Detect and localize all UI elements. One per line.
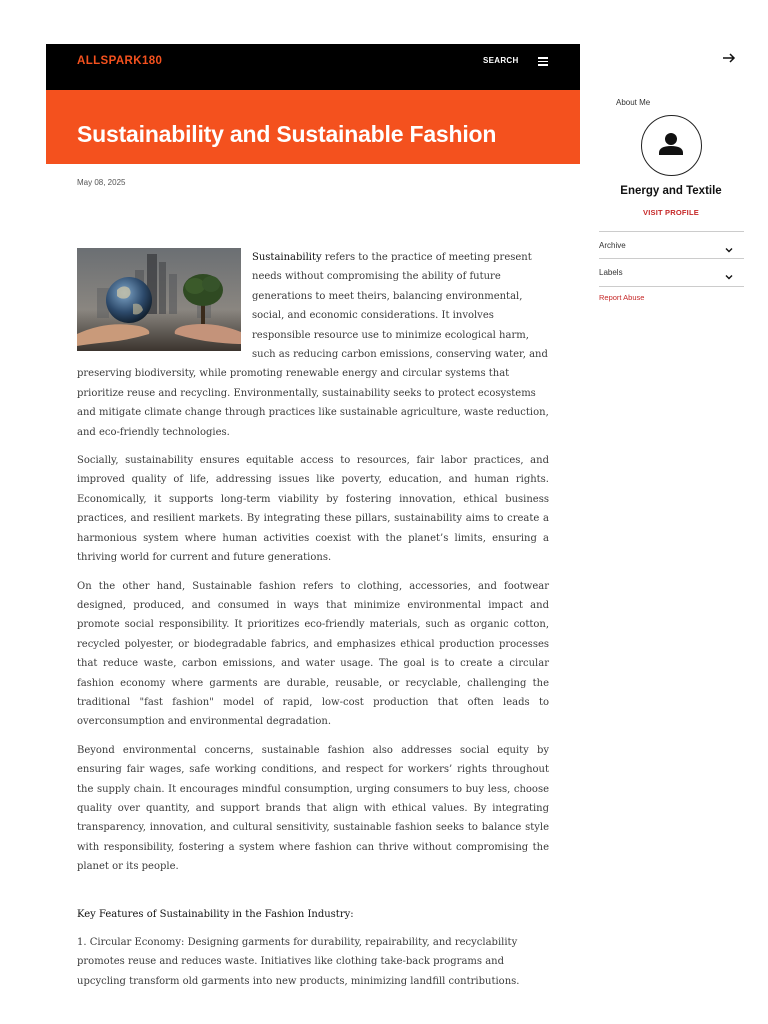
feature-circular-economy: 1. Circular Economy: Designing garments for durability, repairability, and recyclability promotes reuse and reduces waste. Initiatives like clothing take-back programs and upcycling transform old garments into new products, minimizing landfill contributions.	[77, 937, 520, 987]
about-me-heading: About Me	[616, 98, 651, 107]
post-date: May 08, 2025	[77, 178, 126, 187]
person-avatar-icon[interactable]	[641, 115, 702, 176]
visit-profile-link[interactable]: VISIT PROFILE	[643, 208, 699, 217]
search-button[interactable]: SEARCH	[483, 56, 519, 65]
labels-dropdown[interactable]	[599, 258, 744, 286]
brand-logo-link[interactable]: ALLSPARK180	[77, 55, 163, 67]
archive-label: Archive	[599, 241, 626, 250]
section-heading: Key Features of Sustainability in the Fashion Industry:	[77, 908, 354, 920]
post-body	[77, 248, 549, 1000]
sidebar-divider	[599, 286, 744, 287]
archive-dropdown[interactable]	[599, 231, 744, 259]
paragraph-sustainable-fashion: On the other hand, Sustainable fashion refers to clothing, accessories, and footwear designed, produced, and consumed in ways that minimize environmental impact and promote social responsibility. It prioritizes eco-friendly materials, such as organic cotton, recycled polyester, or biodegradable fabrics, and emphasizes ethical production processes that reduce waste, carbon emissions, and water usage. The goal is to create a circular fashion economy where garments are durable, reusable, or recyclable, challenging the traditional "fast fashion" model of rapid, low-cost production that often leads to overconsumption and environmental degradation.	[77, 580, 549, 728]
profile-name: Energy and Textile	[620, 185, 722, 197]
paragraph-social: Socially, sustainability ensures equitable access to resources, fair labor practices, and improved quality of life, addressing issues like poverty, education, and human rights. Economically, it supports long-term viability by fostering innovation, ethical business practices, and resilient markets. By integrating these pillars, sustainability aims to create a harmonious system where human activities coexist with the planet’s limits, ensuring a thriving world for current and future generations.	[77, 455, 549, 564]
paragraph-social-equity: Beyond environmental concerns, sustainable fashion also addresses social equity by ensuring fair wages, safe working conditions, and respect for workers’ rights throughout the supply chain. It encourages mindful consumption, urging consumers to buy less, choose quality over quantity, and support brands that align with ethical values. By integrating transparency, innovation, and cultural sensitivity, sustainable fashion seeks to balance style with responsibility, fostering a system where fashion can thrive without compromising the planet or its people.	[77, 744, 549, 873]
chevron-down-icon	[725, 268, 733, 276]
intro-paragraph-text: refers to the practice of meeting present needs without compromising the ability of future generations to meet theirs, balancing environmental, social, and economic considerations. It involves responsible resource use to minimize ecological harm, such as reducing carbon emissions, conserving water, and preserving biodiversity, while promoting renewable energy and circular systems that prioritize reuse and recycling. Environmentally, sustainability seeks to protect ecosystems and mitigate climate change through practices like sustainable agriculture, waste reduction, and eco-friendly technologies.	[77, 252, 549, 438]
labels-label: Labels	[599, 268, 623, 277]
title-banner	[46, 90, 580, 164]
page-title: Sustainability and Sustainable Fashion	[77, 121, 497, 147]
top-navigation-bar	[46, 44, 580, 90]
report-abuse-link[interactable]: Report Abuse	[599, 293, 645, 302]
sustainability-link[interactable]: Sustainability	[252, 252, 322, 263]
chevron-down-icon	[725, 241, 733, 249]
hamburger-menu-icon[interactable]	[538, 57, 549, 66]
arrow-right-icon[interactable]	[722, 51, 736, 63]
earth-and-tree-in-hands-photo[interactable]	[77, 248, 241, 351]
